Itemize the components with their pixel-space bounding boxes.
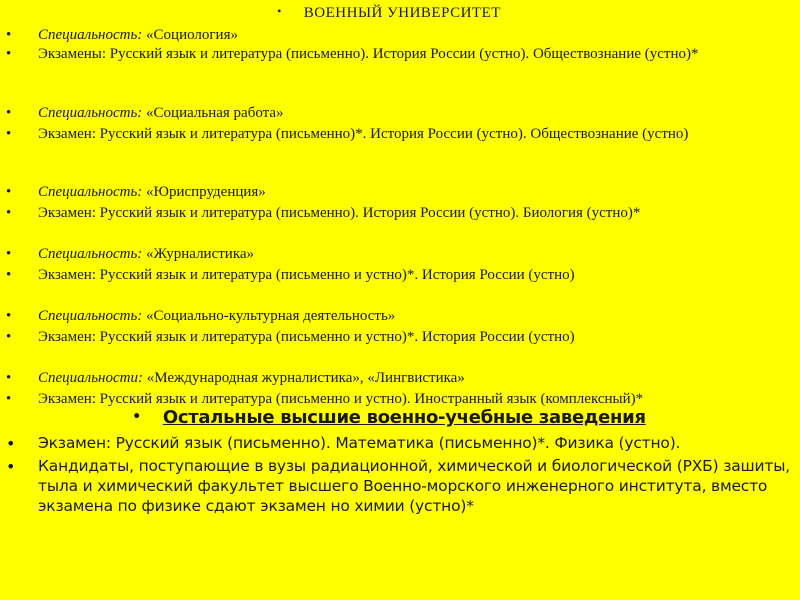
bullet-icon: • (6, 184, 12, 200)
specialty-item (6, 307, 790, 325)
bullet-icon: • (6, 126, 12, 142)
exam-item (6, 328, 790, 346)
specialty-name: «Юриспруденция» (146, 184, 266, 200)
note-item (6, 456, 790, 516)
exam-item (6, 390, 790, 408)
exam-item (6, 125, 790, 143)
note-text: Кандидаты, поступающие в вузы радиационной, химической и биологической (РХБ) зашиты, тыла и химический факультет высшего Военно-морского инженерного института, вместо экзамена по физике сдают экзамен но химии (устно)* (38, 457, 790, 515)
specialty-prefix: Специальность: (38, 308, 143, 324)
specialty-name: «Международная журналистика», «Лингвистика» (146, 370, 465, 386)
heading-military-university (0, 5, 800, 22)
exam-text: Экзамен: Русский язык и литература (письменно). История России (устно). Биология (устно)* (38, 205, 641, 221)
specialty-name: «Социология» (146, 27, 238, 43)
bullet-icon: • (132, 409, 141, 425)
heading-text: ВОЕННЫЙ УНИВЕРСИТЕТ (303, 5, 501, 21)
specialty-prefix: Специальность: (38, 105, 143, 121)
bullet-icon: • (6, 46, 12, 62)
specialty-name: «Социально-культурная деятельность» (146, 308, 396, 324)
exam-text: Экзамен: Русский язык и литература (письменно и устно). Иностранный язык (комплексный)* (38, 391, 644, 407)
exam-item (6, 433, 790, 453)
bullet-icon: • (6, 457, 16, 476)
exam-text: Экзамен: Русский язык и литература (письменно)*. История России (устно). Обществознание (устно) (38, 126, 689, 142)
bullet-icon: • (6, 205, 12, 221)
specialty-name: «Журналистика» (146, 246, 255, 262)
bullet-icon: • (6, 308, 12, 324)
specialties-prefix: Специальности: (38, 370, 143, 386)
specialty-prefix: Специальность: (38, 184, 143, 200)
exam-text: Экзамены: Русский язык и литература (письменно). История России (устно). Обществознание (устно)* (38, 46, 699, 62)
bullet-icon: • (6, 246, 12, 262)
bullet-icon: • (6, 27, 12, 43)
heading2-text: Остальные высшие военно-учебные заведения (162, 407, 646, 428)
exam-text: Экзамен: Русский язык (письменно). Математика (письменно)*. Физика (устно). (38, 434, 681, 452)
exam-item (6, 45, 790, 63)
specialty-prefix: Специальность: (38, 246, 143, 262)
bullet-icon: • (6, 391, 12, 407)
specialty-item (6, 369, 790, 387)
specialty-item (6, 183, 790, 201)
bullet-icon: • (6, 434, 16, 453)
specialty-name: «Социальная работа» (146, 105, 284, 121)
specialty-item (6, 245, 790, 263)
specialty-item (6, 26, 790, 44)
exam-text: Экзамен: Русский язык и литература (письменно и устно)*. История России (устно) (38, 329, 575, 345)
exam-item (6, 204, 790, 222)
bullet-icon: • (6, 370, 12, 386)
specialty-item (6, 104, 790, 122)
bullet-icon: • (6, 267, 12, 283)
bullet-icon: • (277, 4, 282, 18)
specialty-prefix: Специальность: (38, 27, 143, 43)
bullet-icon: • (6, 105, 12, 121)
bullet-icon: • (6, 329, 12, 345)
exam-text: Экзамен: Русский язык и литература (письменно и устно)*. История России (устно) (38, 267, 575, 283)
exam-item (6, 266, 790, 284)
heading-other-schools (0, 407, 800, 428)
